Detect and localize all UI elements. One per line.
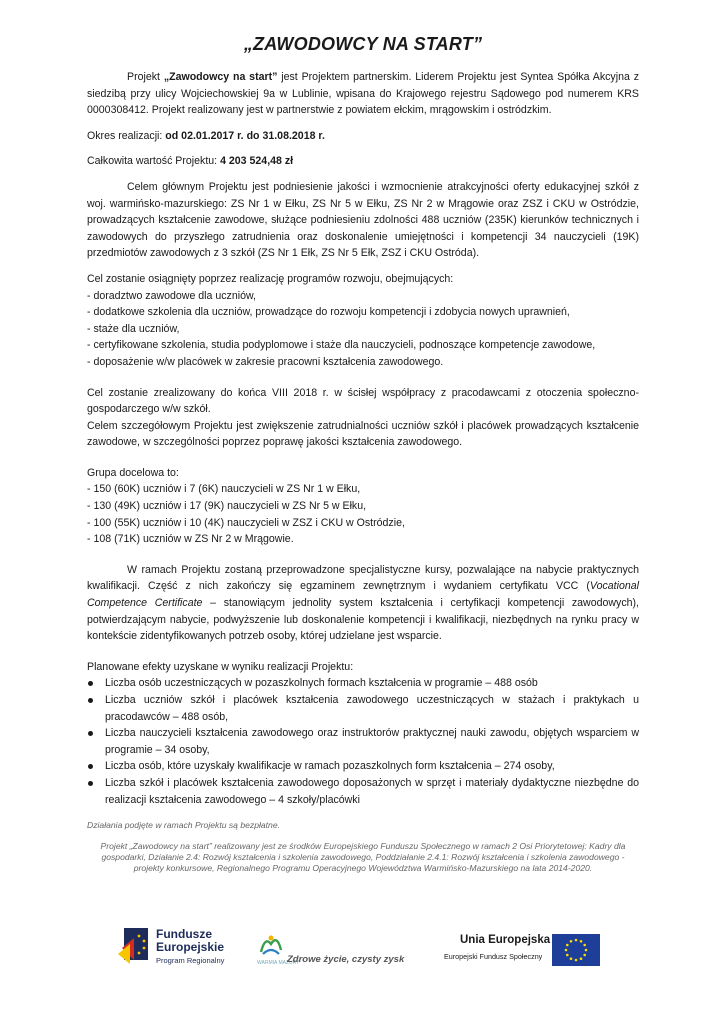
list-item: - 100 (55K) uczniów i 10 (4K) nauczycieli w ZSZ i CKU w Ostródzie, — [87, 516, 405, 529]
effects-list: Planowane efekty uzyskane w wyniku realizacji Projektu: Liczba osób uczestniczących w pozaszkolnych formach kształcenia w programie – 488 osób Liczba uczniów szkół i placówek kształcenia zawodowego uczestniczących w stażach i praktykach u pracodawców – 488 osób, Liczba nauczycieli kształcenia zawodowego oraz instruktorów praktycznej nauki zawodu, objętych wsparciem w programie – 34 osoby, Liczba osób, które uzyskały kwalifikacje w ramach pozaszkolnych form kształcenia – 274 osoby, Liczba szkół i placówek kształcenia zawodowego doposażonych w sprzęt i materiały dydaktyczne niezbędne do realizacji kształcenia zawodowego – 4 szkoły/placówki — [87, 659, 639, 808]
list-item: - 108 (71K) uczniów w ZS Nr 2 w Mrągowie. — [87, 533, 294, 546]
list-item: - doradztwo zawodowe dla uczniów, — [87, 289, 257, 302]
specific-goal-paragraph: Celem szczegółowym Projektu jest zwiększenie zatrudnialności uczniów szkół i placówek prowadzących kształcenie zawodowe, w szczególności poprzez poprawę jakości kształcenia zawodowego. — [87, 419, 639, 449]
list-item: Liczba uczniów szkół i placówek kształcenia zawodowego uczestniczących w stażach i praktykach u pracodawców – 488 osób, — [87, 692, 639, 725]
list-item: Liczba osób, które uzyskały kwalifikacje w ramach pozaszkolnych form kształcenia – 274 osoby, — [87, 758, 639, 775]
eu-flag-icon — [552, 934, 600, 966]
target-group-list: Grupa docelowa to: - 150 (60K) uczniów i 7 (6K) nauczycieli w ZS Nr 1 w Ełku, - 130 (49K) uczniów i 17 (9K) nauczycieli w ZS Nr 5 w Ełku, - 100 (55K) uczniów i 10 (4K) nauczycieli w ZSZ i CKU w Ostródzie, - 108 (71K) uczniów w ZS Nr 2 w Mrągowie. — [87, 465, 639, 548]
cooperation-paragraph: Cel zostanie zrealizowany do końca VIII 2018 r. w ścisłej współpracy z pracodawcami z otoczenia społeczno-gospodarczego w/w szkół. — [87, 386, 639, 416]
cooperation-block — [87, 385, 639, 451]
list-item: - dodatkowe szkolenia dla uczniów, prowadzące do rozwoju kompetencji i zdobycia nowych uprawnień, — [87, 306, 570, 319]
value-line: Całkowita wartość Projektu: 4 203 524,48 zł — [87, 155, 294, 168]
fe-star-icon — [118, 924, 152, 964]
list-item: - certyfikowane szkolenia, studia podyplomowe i staże dla nauczycieli, podnoszące kompetencje zawodowe, — [87, 339, 596, 352]
programs-list: Cel zostanie osiągnięty poprzez realizację programów rozwoju, obejmujących: - doradztwo zawodowe dla uczniów, - dodatkowe szkolenia dla uczniów, prowadzące do rozwoju kompetencji i zdobycia nowych uprawnień, - staże dla uczniów, - certyfikowane szkolenia, studia podyplomowe i staże dla nauczycieli, podnoszące kompetencje zawodowe, - doposażenie w/w placówek w zakresie pracowni kształcenia zawodowego. — [87, 271, 639, 371]
warmia-mazury-icon — [257, 930, 285, 958]
courses-paragraph: W ramach Projektu zostaną przeprowadzone specjalistyczne kursy, pozwalające na nabycie praktycznych kwalifikacji. Część z nich zakończy się egzaminem zewnętrznym i wydaniem certyfikatu VCC (Vocational Competence Certificate – stanowiącym jednolity system kształcenia i certyfikacji kompetencji zawodowych), potwierdzającym nabycie, podwyższenie lub doskonalenie kompetencji i kwalifikacji, niezbędnych na rynku pracy w kontekście zidentyfikowanych potrzeb osoby, której udzielane jest wsparcie. — [87, 563, 639, 643]
list-item: - 150 (60K) uczniów i 7 (6K) nauczycieli w ZS Nr 1 w Ełku, — [87, 483, 361, 496]
funding-note: Projekt „Zawodowcy na start” realizowany jest ze środków Europejskiego Funduszu Społecznego w ramach 2 Osi Priorytetowej: Kadry dla gospodarki, Działanie 2.4: Rozwój kształcenia i szkolenia zawodowego, Poddziałanie 2.4.1: Rozwój kształcenia i szkolenia zawodowego - projekty konkursowe, Regionalnego Programu Operacyjnego Województwa Warmińsko-Mazurskiego na lata 2014-2020. — [100, 841, 626, 874]
unia-europejska-logo: Unia Europejska Europejski Fundusz Społeczny — [440, 928, 610, 972]
intro-paragraph: Projekt „Zawodowcy na start” jest Projektem partnerskim. Liderem Projektu jest Syntea Spółka Akcyjna z siedzibą przy ulicy Wojciechowskiej 9a w Lublinie, wpisana do Krajowego rejestru Sądowego pod numerem KRS 0000308412. Projekt realizowany jest w partnerstwie z powiatem ełckim, mrągowskim i ostródzkim. — [87, 71, 639, 117]
list-item: Liczba nauczycieli kształcenia zawodowego oraz instruktorów praktycznej nauki zawodu, objętych wsparciem w programie – 34 osoby, — [87, 725, 639, 758]
fundusze-europejskie-logo: Fundusze Europejskie Program Regionalny — [118, 924, 238, 974]
document-page — [87, 34, 639, 874]
list-item: Liczba szkół i placówek kształcenia zawodowego doposażonych w sprzęt i materiały dydaktyczne niezbędne do realizacji kształcenia zawodowego – 4 szkoły/placówki — [87, 775, 639, 808]
list-item: - staże dla uczniów, — [87, 322, 180, 335]
logo-bar — [0, 924, 724, 974]
period-line: Okres realizacji: od 02.01.2017 r. do 31.08.2018 r. — [87, 129, 325, 142]
free-note: Działania podjęte w ramach Projektu są bezpłatne. — [87, 820, 280, 831]
document-title: „ZAWODOWCY NA START” — [243, 34, 483, 54]
warmia-mazury-logo: WARMIA MAZURY Zdrowe życie, czysty zysk — [257, 930, 417, 970]
list-item: Liczba osób uczestniczących w pozaszkolnych formach kształcenia w programie – 488 osób — [87, 675, 639, 692]
list-item: - 130 (49K) uczniów i 17 (9K) nauczycieli w ZS Nr 5 w Ełku, — [87, 500, 367, 513]
goal-paragraph: Celem głównym Projektu jest podniesienie jakości i wzmocnienie atrakcyjności oferty edukacyjnej szkół z woj. warmińsko-mazurskiego: ZS Nr 1 w Ełku, ZS Nr 5 w Ełku, ZS Nr 2 w Mrągowie oraz ZSZ i CKU w Ostródzie, prowadzących kształcenie zawodowe, służące podniesieniu zdolności 488 uczniów (235K) kierunków technicznych i zawodowych do przyszłego zatrudnienia oraz doskonalenie umiejętności i kompetencji 34 nauczycieli (19K) przedmiotów zawodowych z 3 szkół (ZS Nr 1 Ełk, ZS Nr 5 Ełk, ZSZ i CKU Ostróda). — [87, 180, 639, 260]
list-item: - doposażenie w/w placówek w zakresie pracowni kształcenia zawodowego. — [87, 355, 444, 368]
